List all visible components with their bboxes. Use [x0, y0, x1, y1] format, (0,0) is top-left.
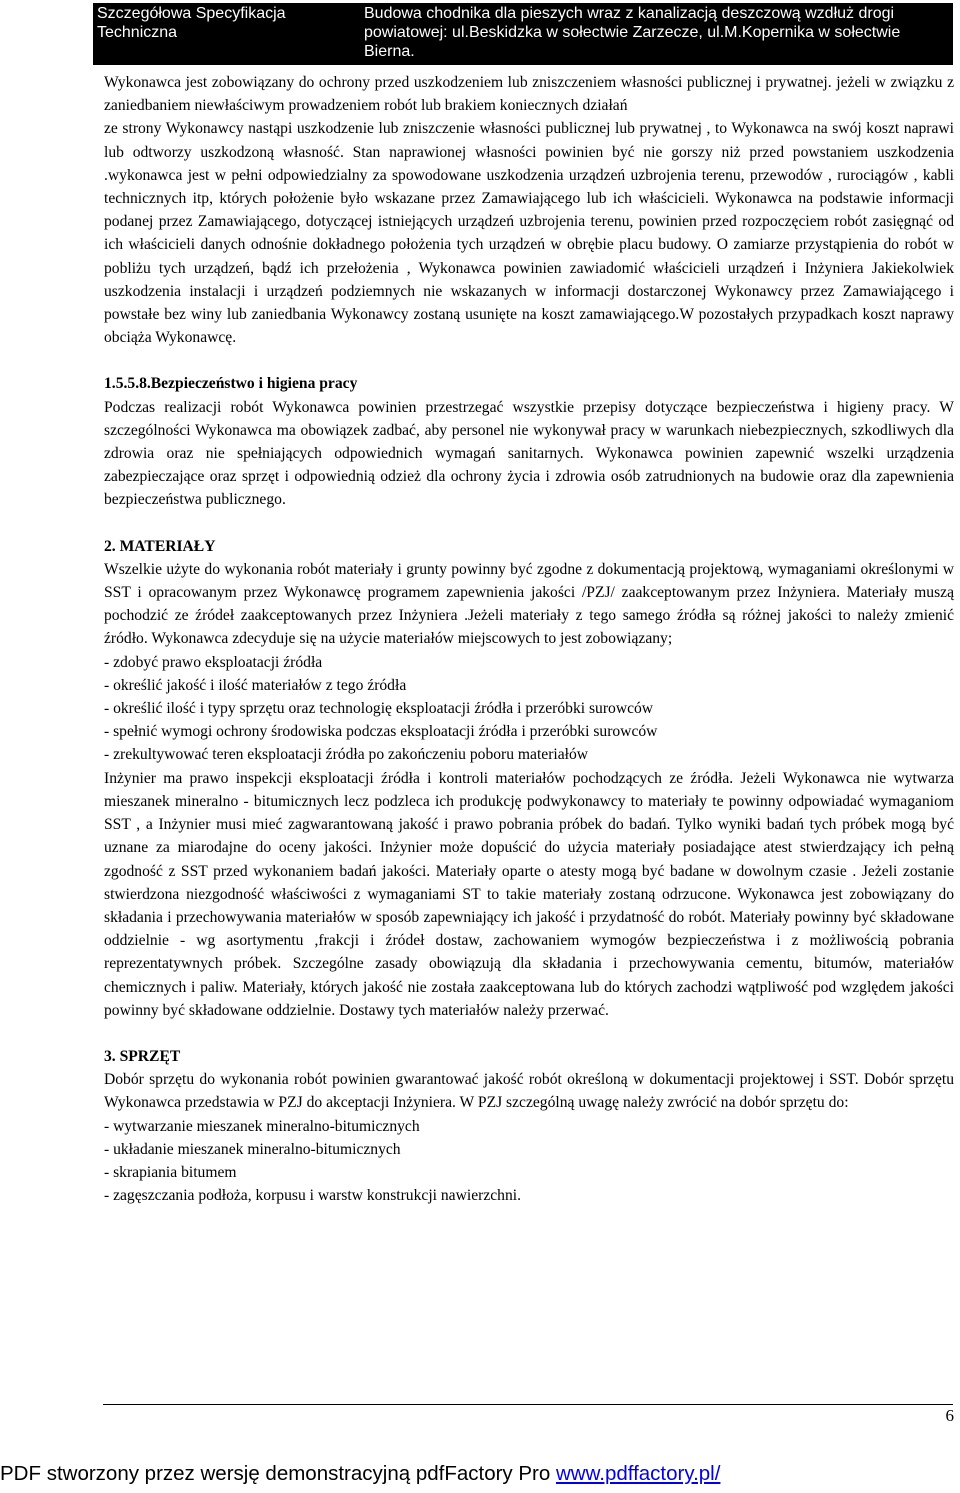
document-body: [104, 71, 954, 1207]
list-item: - zrekultywować teren eksploatacji źródła po zakończeniu poboru materiałów: [104, 746, 589, 764]
document-type-title: Szczegółowa Specyfikacja Techniczna: [97, 5, 286, 41]
pdf-watermark-note: [0, 1462, 960, 1486]
list-item: - określić ilość i typy sprzętu oraz technologię eksploatacji źródła i przeróbki surowców: [104, 700, 654, 718]
list-item: - skrapiania bitumem: [104, 1163, 237, 1181]
paragraph-materials: Wszelkie użyte do wykonania robót materiały i grunty powinny być zgodne z dokumentacją projektową, wymaganiami określonymi w SST i opracowanym przez Wykonawcę programem zapewnienia jakości /PZJ/ zaakceptowanym przez Inżyniera. Materiały muszą pochodzić ze źródeł zaakceptowanych przez Inżyniera .Jeżeli materiały z tego samego źródła są różnej jakości to należy zmienić źródło. Wykonawca zdecyduje się na użycie materiałów miejscowych to jest zobowiązany;: [104, 560, 954, 648]
pdffactory-link[interactable]: www.pdffactory.pl/: [555, 1462, 721, 1485]
list-item: - zdobyć prawo eksploatacji źródła: [104, 653, 323, 671]
heading-materials: 2. MATERIAŁY: [104, 537, 216, 555]
footer-divider: [103, 1404, 953, 1405]
list-item: - układanie mieszanek mineralno-bitumicznych: [104, 1140, 401, 1158]
heading-safety: 1.5.5.8.Bezpieczeństwo i higiena pracy: [104, 375, 358, 393]
page-header: [93, 3, 953, 65]
paragraph-materials-inspection: Inżynier ma prawo inspekcji eksploatacji źródła i kontroli materiałów pochodzących ze źródła. Jeżeli Wykonawca nie wytwarza mieszanek mineralno - bitumicznych lecz podzleca ich produkcję podwykonawcy to materiały te powinny odpowiadać wymaganiom SST , a Inżynier musi mieć zagwarantowaną jakość i prawo pobrania próbek do badań. Tylko wyniki badań tych próbek mogą być uznane za miarodajne do oceny jakości. Inżynier może dopuścić do użycia materiały posiadające atest stwierdzający ich pełną zgodność z SST przed wykonaniem badań jakości. Materiały oparte o atesty mogą być badane w dowolnym czasie . Jeżeli zostanie stwierdzona niezgodność właściwości z wymaganiami ST to takie materiały zostaną odrzucone. Wykonawca jest zobowiązany do składania i przechowywania materiałów w sposób zapewniający ich jakość i przydatność do robót. Materiały powinny być składowane oddzielnie - wg asortymentu ,frakcji i źródeł dostaw, zachowaniem wymogów bezpieczeństwa i z możliwością pobrania reprezentatywnych próbek. Szczególne zasady obowiązują dla składania i przechowywania cementu, bitumów, materiałów chemicznych i paliw. Materiały, których jakość nie została zaakceptowana lub do których zachodzi wątpliwość pod względem jakości powinny być składowane oddzielnie. Dostawy tych materiałów należy przerwać.: [104, 769, 954, 1019]
paragraph-protection-intro: Wykonawca jest zobowiązany do ochrony przed uszkodzeniem lub zniszczeniem własności publicznej i prywatnej. jeżeli w związku z zaniedbaniem niewłaściwym prowadzeniem robót lub brakiem koniecznych działań: [104, 74, 954, 115]
paragraph-safety: Podczas realizacji robót Wykonawca powinien przestrzegać wszystkie przepisy dotyczące bezpieczeństwa i higieny pracy. W szczególności Wykonawca ma obowiązek zadbać, aby personel nie wykonywał pracy w warunkach niebezpiecznych, szkodliwych dla zdrowia oraz nie spełniających odpowiednich wymagań sanitarnych. Wykonawca powinien zapewnić wszelki urządzenia zabezpieczające oraz sprzęt i odpowiednią odzież dla ochrony życia i zdrowia osób zatrudnionych na budowie oraz dla zapewnienia bezpieczeństwa publicznego.: [104, 398, 954, 509]
heading-equipment: 3. SPRZĘT: [104, 1047, 181, 1065]
pdf-note-text: PDF stworzony przez wersję demonstracyjną pdfFactory Pro: [0, 1462, 556, 1485]
list-item: - wytwarzanie mieszanek mineralno-bitumicznych: [104, 1117, 420, 1135]
list-item: - określić jakość i ilość materiałów z tego źródła: [104, 676, 407, 694]
paragraph-protection: ze strony Wykonawcy nastąpi uszkodzenie lub zniszczenie własności publicznej lub prywatnej , to Wykonawca na swój koszt naprawi lub odtworzy uszkodzoną własność. Stan naprawionej własności powinien być nie gorszy niż przed powstaniem uszkodzenia .wykonawca jest w pełni odpowiedzialny za spowodowane uszkodzenia urządzeń uzbrojenia terenu, przewodów , rurociągów , kabli technicznych itp, których położenie było wskazane przez Zamawiającego lub ich właścicieli. Wykonawca na podstawie informacji podanej przez Zamawiającego, dotyczącej istniejących urządzeń uzbrojenia terenu, powinien przed rozpoczęciem robót zasięgnąć od ich właścicieli danych odnośnie dokładnego położenia tych urządzeń w obrębie placu budowy. O zamiarze przystąpienia do robót w pobliżu tych urządzeń, bądź ich przełożenia , Wykonawca powinien zawiadomić właścicieli urządzeń i Inżyniera Jakiekolwiek uszkodzenia instalacji i urządzeń podziemnych nie wskazanych w informacji dostarczonej Wykonawcy przez Zamawiającego i powstałe bez winy lub zaniedbania Wykonawcy zostaną usunięte na koszt zamawiającego.W pozostałych przypadkach koszt naprawy obciąża Wykonawcę.: [104, 120, 954, 347]
list-item: - spełnić wymogi ochrony środowiska podczas eksploatacji źródła i przeróbki surowców: [104, 723, 658, 741]
paragraph-equipment: Dobór sprzętu do wykonania robót powinien gwarantować jakość robót określoną w dokumentacji projektowej i SST. Dobór sprzętu Wykonawca przedstawia w PZJ do akceptacji Inżyniera. W PZJ szczególną uwagę należy zwrócić na dobór sprzętu do:: [104, 1071, 954, 1112]
project-title: Budowa chodnika dla pieszych wraz z kanalizacją deszczową wzdłuż drogi powiatowej: ul.Beskidzka w sołectwie Zarzecze, ul.M.Kopernika w sołectwie Bierna.: [364, 5, 901, 60]
list-item: - zagęszczania podłoża, korpusu i warstw konstrukcji nawierzchni.: [104, 1187, 521, 1205]
page-number: 6: [945, 1406, 954, 1425]
